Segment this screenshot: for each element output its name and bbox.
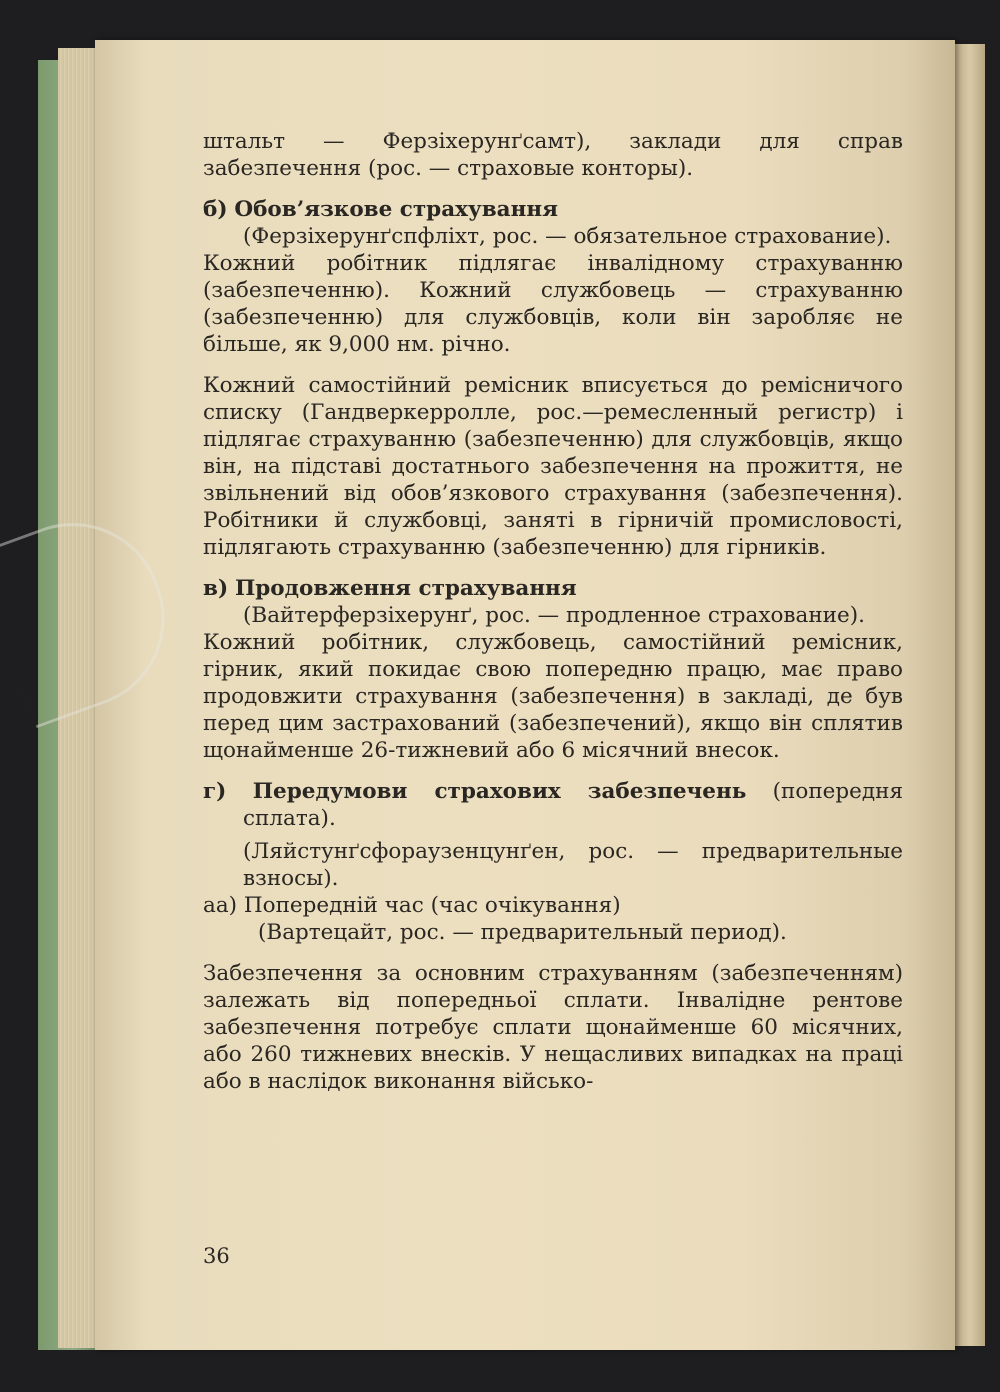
section-g-heading: г) Передумови страхових забезпечень (попередня сплата).	[203, 779, 904, 831]
paragraph-3: Кожний самостійний ремісник вписується до ремісничого списку (Гандверкерролле, рос.—ремесленный регистр) і підлягає страхуванню (забезпеченню) для службовців, якщо він, на підставі достатнього забезпечення на прожиття, не звільнений від обов’язкового страхування (забезпечення). Робітники й службовці, заняті в гірничій промисловості, підлягають страхуванню (забезпеченню) для гірників.	[203, 373, 903, 560]
section-b-heading: б) Обов’язкове страхування	[203, 197, 558, 222]
paragraph-4: Кожний робітник, службовець, самостійний ремісник, гірник, який покидає свою попередню працю, має право продовжити страхування (забезпечення) в закладі, де був перед цим застрахований (забезпечений), якщо він сплятив щонайменше 26-тижневий або 6 місячний внесок.	[203, 630, 903, 763]
section-b-subtitle: (Ферзіхерунґспфліхт, рос. — обязательное страхование).	[243, 224, 892, 249]
section-aa-subtitle: (Вартецайт, рос. — предварительный период).	[258, 920, 787, 945]
paragraph-1: штальт — Ферзіхерунґсамт), заклади для справ забезпечення (рос. — страховые конторы).	[203, 129, 903, 181]
section-aa-heading: аа) Попередній час (час очікування)	[203, 893, 621, 918]
facing-page-edge	[955, 44, 985, 1346]
paragraph-5: Забезпечення за основним страхуванням (забезпеченням) залежать від попередньої сплати. Інвалідне рентове забезпечення потребує сплати щонайменше 60 місячних, або 260 тижневих внесків. У нещасливих випадках на праці або в наслідок виконання військо-	[203, 961, 903, 1094]
page-text	[203, 128, 903, 1095]
section-v-subtitle: (Вайтерферзіхерунґ, рос. — продленное страхование).	[243, 603, 865, 628]
paragraph-2: Кожний робітник підлягає інвалідному страхуванню (забезпеченню). Кожний службовець — страхуванню (забезпеченню) для службовців, коли він заробляє не більше, як 9,000 нм. річно.	[203, 251, 903, 357]
page-number: 36	[203, 1244, 230, 1268]
section-v-heading: в) Продовження страхування	[203, 576, 577, 601]
section-g-subtitle: (Ляйстунґсфораузенцунґен, рос. — предварительные взносы).	[243, 839, 903, 891]
